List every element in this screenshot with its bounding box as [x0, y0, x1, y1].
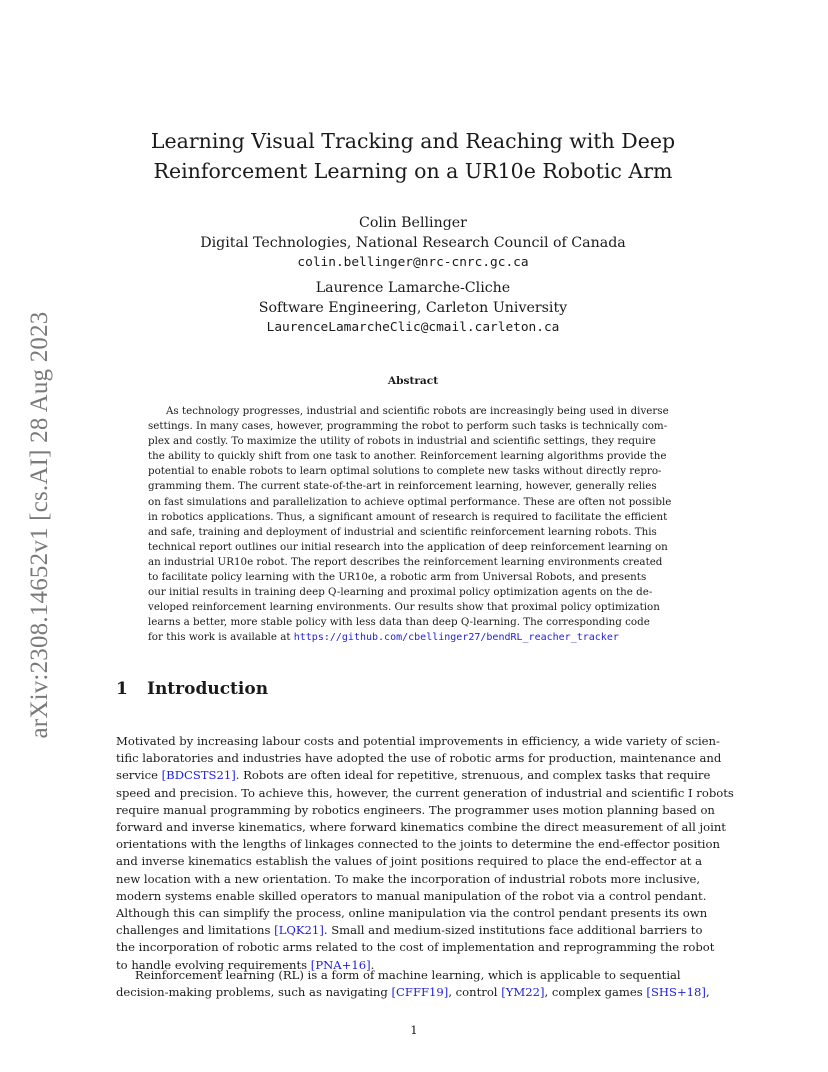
abstract-line: technical report outlines our initial research into the application of deep reinforcement learning on: [148, 540, 668, 553]
abstract-line: veloped reinforcement learning environments. Our results show that proximal policy optimization: [148, 601, 660, 614]
body-text-run: decision-making problems, such as navigating: [116, 985, 392, 1000]
abstract-line: in robotics applications. Thus, a significant amount of research is required to facilitate the efficient: [148, 510, 668, 523]
author-name: Laurence Lamarche-Cliche: [315, 280, 511, 296]
body-line: Motivated by increasing labour costs and potential improvements in efficiency, a wide variety of scien-: [116, 734, 720, 748]
author-name: Colin Bellinger: [359, 215, 467, 231]
abstract-line: on fast simulations and parallelization to achieve optimal performance. These are often not possible: [148, 495, 672, 508]
body-line: Although this can simplify the process, online manipulation via the control pendant presents its own: [116, 906, 708, 921]
body-text-run: , complex games: [544, 985, 647, 1000]
abstract-line: learns a better, more stable policy with less data than deep Q-learning. The corresponding code: [148, 616, 650, 629]
abstract-line-prefix: for this work is available at: [148, 631, 294, 644]
body-line: [116, 767, 716, 784]
abstract-heading: Abstract: [387, 375, 439, 387]
abstract-line: plex and costly. To maximize the utility of robots in industrial and scientific settings, they require: [148, 435, 656, 448]
author-email[interactable]: colin.bellinger@nrc-cnrc.gc.ca: [297, 255, 529, 270]
author-block: [150, 214, 676, 273]
body-text-run: . Small and medium-sized institutions face additional barriers to: [323, 923, 703, 938]
code-repository-link[interactable]: https://github.com/cbellinger27/bendRL_reacher_tracker: [293, 632, 619, 644]
title-line: Reinforcement Learning on a UR10e Robotic Arm: [153, 159, 673, 183]
body-line: tific laboratories and industries have adopted the use of robotic arms for production, maintenance and: [116, 751, 722, 766]
body-line: speed and precision. To achieve this, however, the current generation of industrial and scientific I robots: [116, 785, 734, 800]
abstract-line: the ability to quickly shift from one task to another. Reinforcement learning algorithms provide the: [148, 450, 667, 463]
body-line: orientations with the lengths of linkages connected to the joints to determine the end-effector position: [116, 837, 720, 852]
body-text-run: challenges and limitations: [116, 923, 275, 938]
citation-link[interactable]: [BDCSTS21]: [161, 768, 236, 783]
body-line: new location with a new orientation. To make the incorporation of industrial robots more inclusive,: [116, 871, 701, 886]
abstract-line: potential to enable robots to learn optimal solutions to complete new tasks without directly repro-: [148, 465, 662, 478]
body-line: [116, 984, 716, 1001]
author-block: [150, 279, 676, 338]
abstract-text: [148, 404, 680, 646]
body-text-run: to handle evolving requirements: [116, 957, 311, 972]
citation-link[interactable]: [PNA+16]: [310, 957, 371, 972]
citation-link[interactable]: [YM22]: [501, 985, 545, 1000]
title-line: Learning Visual Tracking and Reaching with Deep: [150, 129, 676, 153]
body-text-run: . Robots are often ideal for repetitive, strenuous, and complex tasks that require: [235, 768, 711, 783]
body-line: [116, 922, 716, 939]
citation-link[interactable]: [SHS+18]: [646, 985, 706, 1000]
paper-title: [150, 126, 676, 186]
abstract-line: our initial results in training deep Q-learning and proximal policy optimization agents on the de-: [148, 586, 653, 599]
author-email[interactable]: LaurenceLamarcheClic@cmail.carleton.ca: [266, 320, 560, 335]
body-text-run: .: [370, 957, 375, 972]
body-line: and inverse kinematics establish the values of joint positions required to place the end-effector at a: [116, 854, 702, 869]
abstract-line: and safe, training and deployment of industrial and scientific reinforcement learning robots. This: [148, 525, 657, 538]
abstract-last-line: [148, 630, 680, 645]
abstract-line: As technology progresses, industrial and scientific robots are increasingly being used in diverse: [166, 405, 669, 417]
abstract-line: gramming them. The current state-of-the-art in reinforcement learning, however, generally relies: [148, 480, 657, 493]
arxiv-identifier-stamp: arXiv:2308.14652v1 [cs.AI] 28 Aug 2023: [26, 311, 53, 739]
citation-link[interactable]: [LQK21]: [274, 923, 324, 938]
section-number: 1: [116, 679, 128, 699]
abstract-line: an industrial UR10e robot. The report describes the reinforcement learning environments created: [148, 555, 663, 568]
body-text-run: service: [116, 768, 162, 783]
body-line: forward and inverse kinematics, where forward kinematics combine the direct measurement of all joint: [116, 820, 726, 835]
body-line: modern systems enable skilled operators to manual manipulation of the robot via a control pendant.: [116, 888, 707, 903]
author-affiliation: Digital Technologies, National Research Council of Canada: [200, 234, 626, 251]
body-paragraph: [116, 733, 734, 974]
section-heading: [116, 678, 268, 700]
body-line: require manual programming by robotics engineers. The programmer uses motion planning based on: [116, 802, 715, 817]
page-number: 1: [410, 1023, 418, 1037]
section-title: Introduction: [147, 679, 269, 699]
body-text-run: ,: [705, 985, 710, 1000]
abstract-line: to facilitate policy learning with the UR10e, a robotic arm from Universal Robots, and presents: [148, 571, 647, 584]
body-paragraph: [116, 967, 716, 1001]
citation-link[interactable]: [CFFF19]: [391, 985, 449, 1000]
author-affiliation: Software Engineering, Carleton University: [258, 299, 568, 316]
abstract-line: settings. In many cases, however, programming the robot to perform such tasks is technically com-: [148, 420, 668, 433]
body-text-run: , control: [448, 985, 502, 1000]
body-line: the incorporation of robotic arms related to the cost of implementation and reprogramming the robot: [116, 940, 715, 955]
body-line: Reinforcement learning (RL) is a form of machine learning, which is applicable to sequential: [135, 968, 681, 982]
